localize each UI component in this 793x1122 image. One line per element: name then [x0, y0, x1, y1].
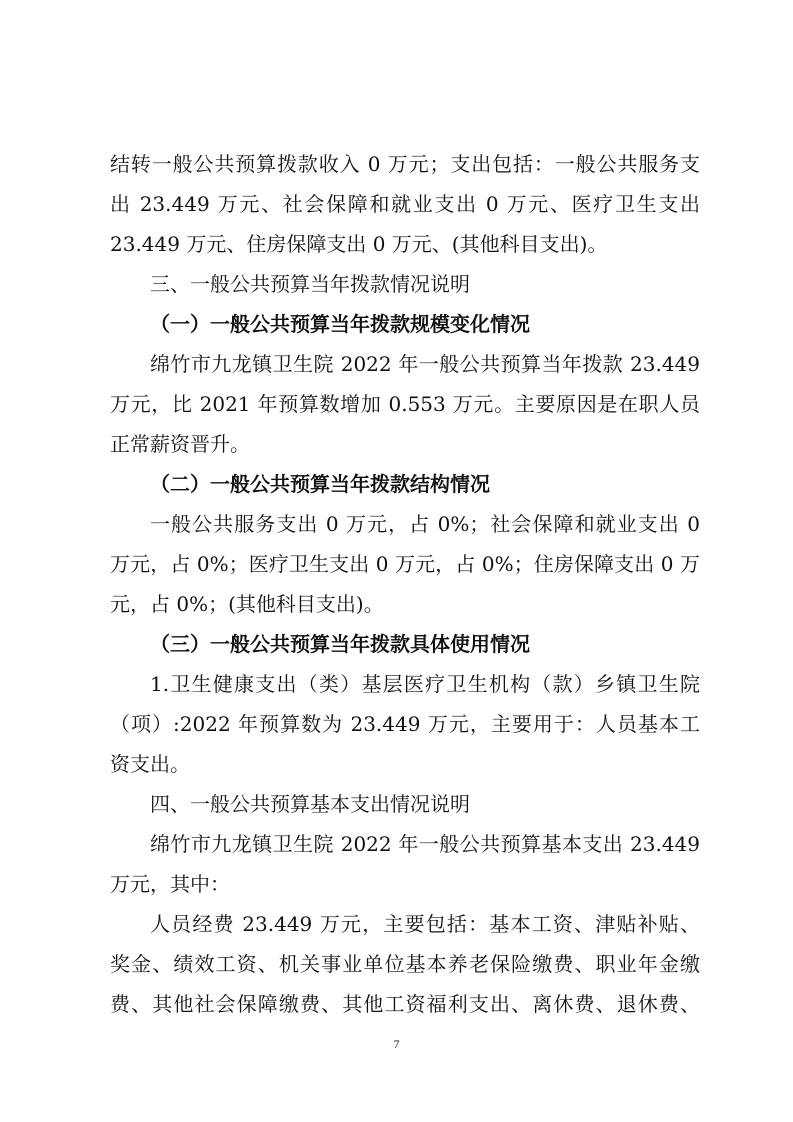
paragraph-line: 23.449 万元、住房保障支出 0 万元、(其他科目支出)。 — [110, 232, 608, 256]
paragraph-line: 一般公共服务支出 0 万元，占 0%；社会保障和就业支出 0 — [150, 512, 700, 536]
paragraph-line: 费、其他社会保障缴费、其他工资福利支出、离休费、退休费、 — [110, 992, 700, 1016]
paragraph-line: 1.卫生健康支出（类）基层医疗卫生机构（款）乡镇卫生院 — [150, 672, 700, 696]
paragraph-line: 元，占 0%；(其他科目支出)。 — [110, 592, 384, 616]
paragraph-line: 绵竹市九龙镇卫生院 2022 年一般公共预算当年拨款 23.449 — [150, 352, 700, 376]
paragraph-line: 奖金、绩效工资、机关事业单位基本养老保险缴费、职业年金缴 — [110, 952, 700, 976]
paragraph-line: 万元，其中： — [110, 872, 230, 896]
paragraph-line: 人员经费 23.449 万元，主要包括：基本工资、津贴补贴、 — [150, 912, 700, 936]
paragraph-line: 绵竹市九龙镇卫生院 2022 年一般公共预算基本支出 23.449 — [150, 832, 700, 856]
section-heading: 四、一般公共预算基本支出情况说明 — [150, 792, 470, 816]
paragraph-line: 结转一般公共预算拨款收入 0 万元；支出包括：一般公共服务支 — [110, 152, 700, 176]
paragraph-line: （项）:2022 年预算数为 23.449 万元，主要用于：人员基本工 — [110, 712, 700, 736]
paragraph-line: 出 23.449 万元、社会保障和就业支出 0 万元、医疗卫生支出 — [110, 192, 700, 216]
subsection-heading: （一）一般公共预算当年拨款规模变化情况 — [150, 312, 530, 336]
paragraph-line: 万元，比 2021 年预算数增加 0.553 万元。主要原因是在职人员 — [110, 392, 700, 416]
paragraph-line: 资支出。 — [110, 752, 190, 776]
paragraph-line: 万元，占 0%；医疗卫生支出 0 万元，占 0%；住房保障支出 0 万 — [110, 552, 700, 576]
section-heading: 三、一般公共预算当年拨款情况说明 — [150, 272, 470, 296]
subsection-heading: （二）一般公共预算当年拨款结构情况 — [150, 472, 490, 496]
document-body — [110, 144, 700, 1024]
paragraph-line: 正常薪资晋升。 — [110, 432, 250, 456]
page-number: 7 — [393, 1037, 400, 1051]
subsection-heading: （三）一般公共预算当年拨款具体使用情况 — [150, 632, 530, 656]
